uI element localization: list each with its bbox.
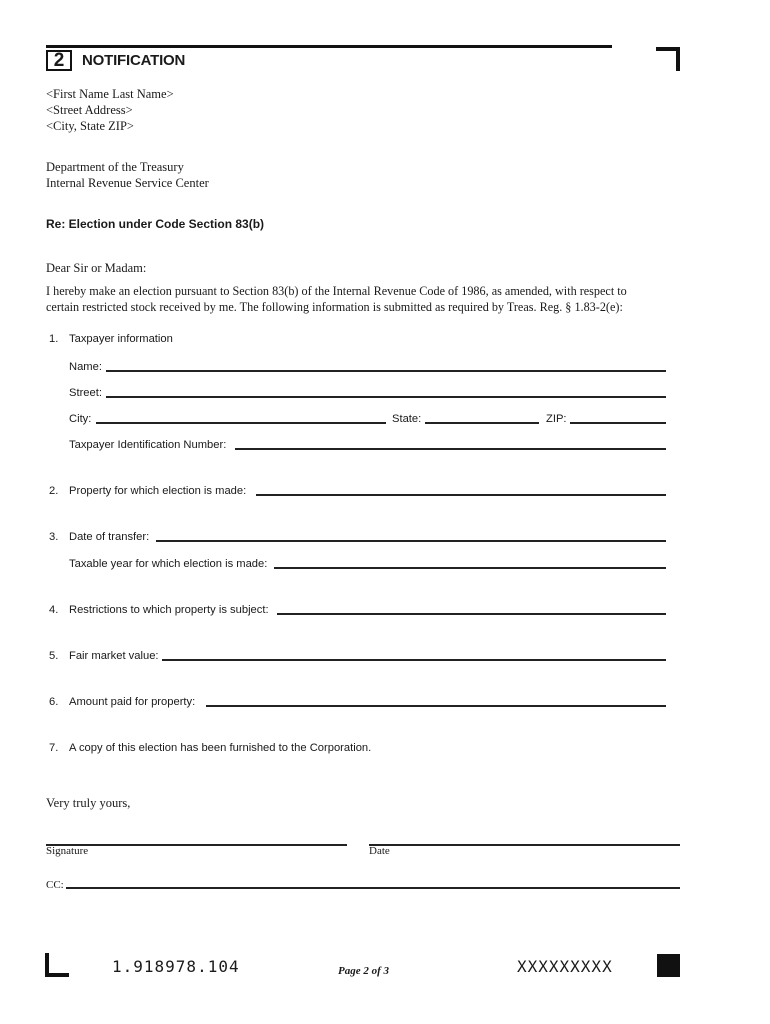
street-label: Street:	[69, 387, 102, 399]
taxable-year-field[interactable]	[274, 567, 666, 569]
closing: Very truly yours,	[46, 796, 131, 810]
zip-label: ZIP:	[546, 413, 567, 425]
name-label: Name:	[69, 361, 102, 373]
form-code: 1.918978.104	[112, 957, 240, 976]
restrictions-field[interactable]	[277, 613, 666, 615]
item-3-number: 3.	[49, 531, 59, 543]
intro-line-2: certain restricted stock received by me. The following information is submitted as required by Treas. Reg. § 1.83-2(e):	[46, 300, 623, 314]
taxable-year-label: Taxable year for which election is made:	[69, 558, 268, 570]
copy-furnished-statement: A copy of this election has been furnished to the Corporation.	[69, 742, 372, 754]
item-6-number: 6.	[49, 696, 59, 708]
registration-mark	[657, 954, 680, 977]
state-label: State:	[392, 413, 422, 425]
city-label: City:	[69, 413, 92, 425]
street-field[interactable]	[106, 396, 666, 398]
date-of-transfer-label: Date of transfer:	[69, 531, 150, 543]
sender-name: <First Name Last Name>	[46, 87, 174, 101]
recipient-line-1: Department of the Treasury	[46, 160, 184, 174]
subject-line: Re: Election under Code Section 83(b)	[46, 217, 265, 231]
signature-label: Signature	[46, 845, 89, 857]
property-field[interactable]	[256, 494, 666, 496]
zip-field[interactable]	[570, 422, 666, 424]
sender-street: <Street Address>	[46, 103, 133, 117]
item-1-number: 1.	[49, 333, 59, 345]
fair-market-value-label: Fair market value:	[69, 650, 159, 662]
recipient-line-2: Internal Revenue Service Center	[46, 176, 209, 190]
salutation: Dear Sir or Madam:	[46, 261, 147, 275]
cc-field[interactable]	[66, 887, 680, 889]
date-field[interactable]	[369, 844, 680, 846]
tin-label: Taxpayer Identification Number:	[69, 439, 227, 451]
corner-mark-bottom-left	[45, 953, 69, 977]
amount-paid-label: Amount paid for property:	[69, 696, 196, 708]
step-number-badge: 2	[46, 50, 72, 71]
page-number: Page 2 of 3	[338, 965, 390, 977]
state-field[interactable]	[425, 422, 539, 424]
fair-market-value-field[interactable]	[162, 659, 666, 661]
section-title: NOTIFICATION	[82, 52, 186, 69]
date-label: Date	[369, 845, 390, 857]
name-field[interactable]	[106, 370, 666, 372]
sender-city-state-zip: <City, State ZIP>	[46, 119, 134, 133]
property-label: Property for which election is made:	[69, 485, 247, 497]
item-4-number: 4.	[49, 604, 59, 616]
amount-paid-field[interactable]	[206, 705, 666, 707]
item-1-label: Taxpayer information	[69, 333, 173, 345]
signature-field[interactable]	[46, 844, 347, 846]
corner-mark-top-right	[656, 47, 680, 71]
intro-line-1: I hereby make an election pursuant to Section 83(b) of the Internal Revenue Code of 1986, as amended, with respect to	[46, 284, 627, 298]
tin-field[interactable]	[235, 448, 666, 450]
date-of-transfer-field[interactable]	[156, 540, 666, 542]
item-2-number: 2.	[49, 485, 59, 497]
item-5-number: 5.	[49, 650, 59, 662]
city-field[interactable]	[96, 422, 386, 424]
cc-label: CC:	[46, 879, 64, 891]
header-rule	[46, 45, 612, 48]
restrictions-label: Restrictions to which property is subject:	[69, 604, 269, 616]
masked-id: XXXXXXXXX	[517, 957, 613, 976]
item-7-number: 7.	[49, 742, 59, 754]
